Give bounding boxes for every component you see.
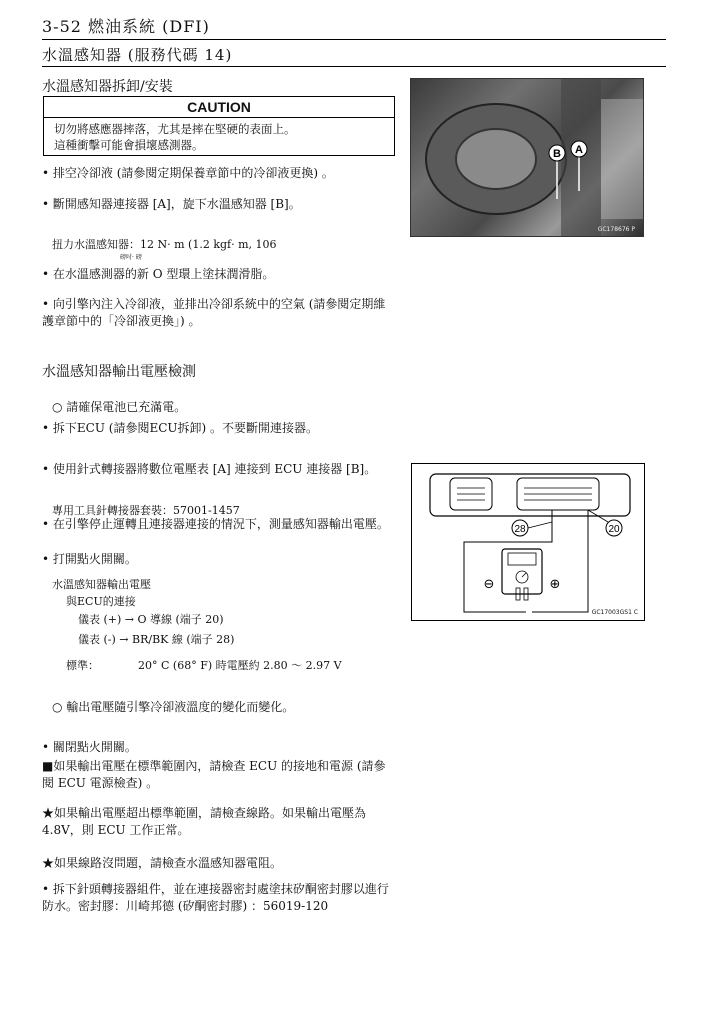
section-test-title: 水溫感知器輸出電壓檢測	[42, 364, 196, 380]
caution-box	[43, 96, 395, 156]
header-rule-top	[42, 39, 666, 40]
photo-label-b: B	[553, 148, 561, 160]
photo-code: GC178676 P	[597, 226, 635, 233]
torque-spec: 扭力水溫感知器：12 N· m (1.2 kgf· m, 106	[52, 238, 277, 251]
caution-line-1: 切勿將感應器摔落，尤其是摔在堅硬的表面上。	[54, 122, 296, 136]
test-voltage-varies: ○ 輸出電壓隨引擎冷卻液溫度的變化而變化。	[52, 700, 295, 714]
result-check-resistance: ★如果線路沒問題，請檢查水溫感知器電阻。	[42, 856, 283, 870]
test-connect-meter: • 使用針式轉接器將數位電壓表 [A] 連接到 ECU 連接器 [B]。	[42, 462, 377, 476]
ecu-meter-diagram-art	[412, 464, 644, 620]
removal-step-grease: • 在水溫感測器的新 O 型環上塗抹潤滑脂。	[42, 267, 275, 281]
section-removal-title: 水溫感知器拆卸/安裝	[42, 79, 173, 95]
final-step-seal: • 拆下針頭轉接器組件，並在連接器密封處塗抹矽酮密封膠以進行防水。密封膠：川崎邦德 (矽酮密封膠) ：56019-120	[42, 882, 389, 913]
spec-standard-value: 20° C (68° F) 時電壓約 2.80 ～ 2.97 V	[138, 659, 342, 672]
removal-step-disconnect: • 斷開感知器連接器 [A]，旋下水溫感知器 [B]。	[42, 197, 301, 211]
page-header-title: 3-52 燃油系統 (DFI)	[42, 17, 210, 36]
removal-step-drain: • 排空冷卻液 (請參閱定期保養章節中的冷卻液更換) 。	[42, 166, 334, 180]
test-ignition-off: • 關閉點火開關。	[42, 740, 137, 754]
result-in-range: ■如果輸出電壓在標準範圍內，請檢查 ECU 的接地和電源 (請參閱 ECU 電源檢查) 。	[42, 759, 386, 790]
header-rule-bottom	[42, 66, 666, 67]
spec-title: 水溫感知器輸出電壓	[52, 578, 151, 591]
caution-body	[44, 118, 394, 153]
diagram-code: GC17003GS1 C	[591, 609, 638, 616]
spec-standard-label: 標準：	[66, 659, 99, 672]
caution-line-2: 這種衝擊可能會損壞感測器。	[54, 138, 204, 152]
special-tool: 專用工具針轉接器套裝：57001-1457	[52, 504, 240, 517]
terminal-20-label: 20	[608, 524, 620, 535]
meter-plus-symbol: ⊕	[549, 577, 561, 592]
ecu-meter-diagram	[411, 463, 645, 621]
caution-heading: CAUTION	[44, 97, 394, 118]
sensor-photo	[410, 78, 644, 237]
test-remove-ecu: • 拆下ECU (請參閱ECU拆卸) 。不要斷開連接器。	[42, 421, 318, 435]
page-header-subtitle: 水溫感知器 (服務代碼 14)	[42, 46, 233, 64]
photo-label-a: A	[575, 144, 583, 156]
meter-minus-symbol: ⊖	[483, 577, 495, 592]
spec-connection: 與ECU的連接	[66, 595, 136, 608]
sensor-photo-art	[411, 79, 643, 236]
spec-meter-plus: 儀表 (+) → O 導線 (端子 20)	[78, 613, 224, 626]
spec-meter-minus: 儀表 (-) → BR/BK 線 (端子 28)	[78, 633, 235, 646]
torque-unit-note: 磅吋· 磅	[120, 254, 142, 261]
test-measure: • 在引擎停止運轉且連接器連接的情況下，測量感知器輸出電壓。	[42, 517, 389, 531]
voltmeter-display	[508, 553, 536, 565]
removal-step-refill: • 向引擎內注入冷卻液，並排出冷卻系統中的空氣 (請參閱定期維護章節中的「冷卻液更換」) 。	[42, 297, 386, 328]
test-battery-note: ○ 請確保電池已充滿電。	[52, 400, 187, 414]
test-ignition-on: • 打開點火開關。	[42, 552, 137, 566]
result-out-of-range: ★如果輸出電壓超出標準範圍，請檢查線路。如果輸出電壓為 4.8V，則 ECU 工作正常。	[42, 806, 367, 837]
terminal-28-label: 28	[514, 524, 526, 535]
